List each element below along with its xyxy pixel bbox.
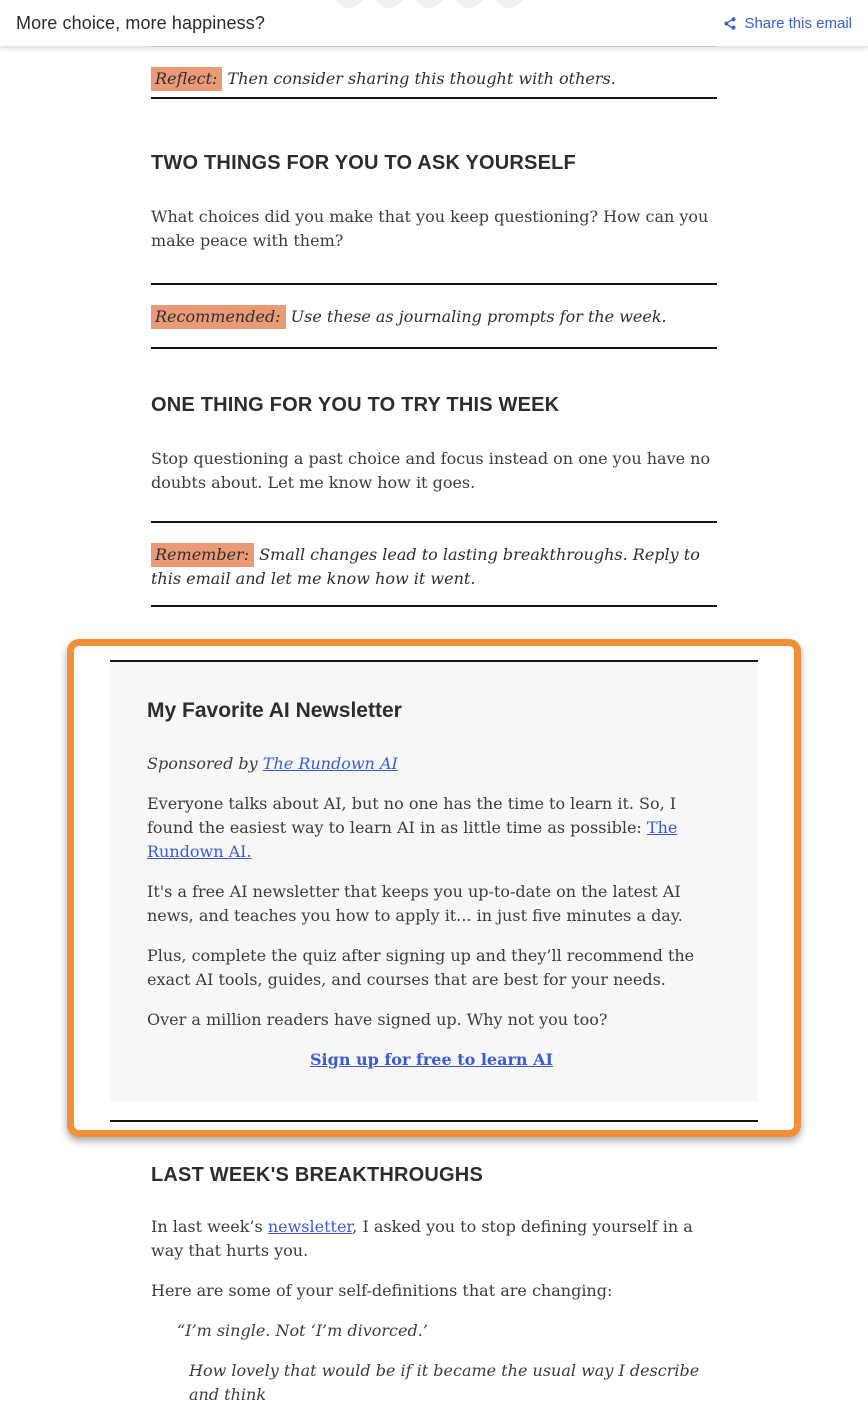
recommended-label: Recommended: [151, 305, 286, 329]
divider-dark [151, 347, 717, 349]
remember-label: Remember: [151, 543, 254, 567]
sponsored-by-line [147, 752, 716, 776]
social-share-button-1[interactable] [334, 0, 364, 8]
last-week-para-2: Here are some of your self-definitions that are changing: [151, 1281, 613, 1300]
heading-ask-yourself: TWO THINGS FOR YOU TO ASK YOURSELF [151, 152, 576, 174]
sponsor-para-1 [147, 792, 716, 864]
share-email-button[interactable] [723, 15, 852, 32]
sponsor-heading: My Favorite AI Newsletter [147, 699, 402, 722]
sponsored-by-text: Sponsored by [147, 754, 263, 773]
share-label: Share this email [744, 14, 852, 32]
ask-yourself-body: What choices did you make that you keep questioning? How can you make peace with them? [151, 207, 709, 250]
signup-cta-link[interactable]: Sign up for free to learn AI [310, 1050, 553, 1069]
sponsor-panel [110, 662, 758, 1102]
sponsor-link[interactable]: The Rundown AI [262, 754, 398, 773]
heading-last-week: LAST WEEK'S BREAKTHROUGHS [151, 1164, 483, 1186]
social-share-row [0, 0, 868, 16]
reflect-callout [151, 67, 717, 91]
divider-dark [151, 97, 717, 99]
last-week-para-1-post: , I asked you to stop defining yourself in a way that hurts you. [151, 1217, 693, 1260]
reader-quote-2: How lovely that would be if it became the usual way I describe and think [189, 1361, 700, 1404]
newsletter-content [147, 0, 717, 1407]
social-share-button-3[interactable] [414, 0, 444, 8]
remember-callout [151, 543, 717, 591]
page-title: More choice, more happiness? [16, 12, 265, 33]
recommended-callout [151, 305, 717, 329]
last-week-para-1-pre: In last week’s [151, 1217, 268, 1236]
sponsor-para-4: Over a million readers have signed up. Why not you too? [147, 1010, 608, 1029]
remember-text: Small changes lead to lasting breakthroughs. Reply to this email and let me know how it went. [151, 545, 700, 588]
share-icon [723, 16, 737, 31]
sponsor-box [67, 639, 801, 1137]
last-week-para-1 [151, 1215, 717, 1263]
sponsor-cta-row [147, 1048, 716, 1072]
sponsor-para-1-text: Everyone talks about AI, but no one has the time to learn it. So, I found the easiest way to learn AI in as little time as possible: [147, 794, 677, 837]
sponsor-divider-bottom [110, 1120, 758, 1122]
sponsor-para-2: It's a free AI newsletter that keeps you up-to-date on the latest AI news, and teaches you how to apply it... in just five minutes a day. [147, 882, 683, 925]
reflect-label: Reflect: [151, 67, 222, 91]
reflect-text: Then consider sharing this thought with others. [227, 69, 616, 88]
rundown-ai-link[interactable]: The Rundown AI. [147, 818, 678, 861]
divider-dark [151, 605, 717, 607]
divider-light [151, 46, 717, 47]
sponsor-para-3: Plus, complete the quiz after signing up and they’ll recommend the exact AI tools, guides, and courses that are best for your needs. [147, 946, 695, 989]
social-share-button-4[interactable] [454, 0, 484, 8]
heading-try-this-week: ONE THING FOR YOU TO TRY THIS WEEK [151, 394, 560, 416]
newsletter-link[interactable]: newsletter [267, 1217, 353, 1236]
reader-quote-1: “I’m single. Not ‘I’m divorced.’ [177, 1321, 428, 1340]
divider-dark [151, 521, 717, 523]
divider-dark [151, 283, 717, 285]
social-share-button-2[interactable] [374, 0, 404, 8]
recommended-text: Use these as journaling prompts for the week. [290, 307, 667, 326]
try-this-week-body: Stop questioning a past choice and focus instead on one you have no doubts about. Let me know how it goes. [151, 449, 711, 492]
social-share-button-5[interactable] [494, 0, 524, 8]
